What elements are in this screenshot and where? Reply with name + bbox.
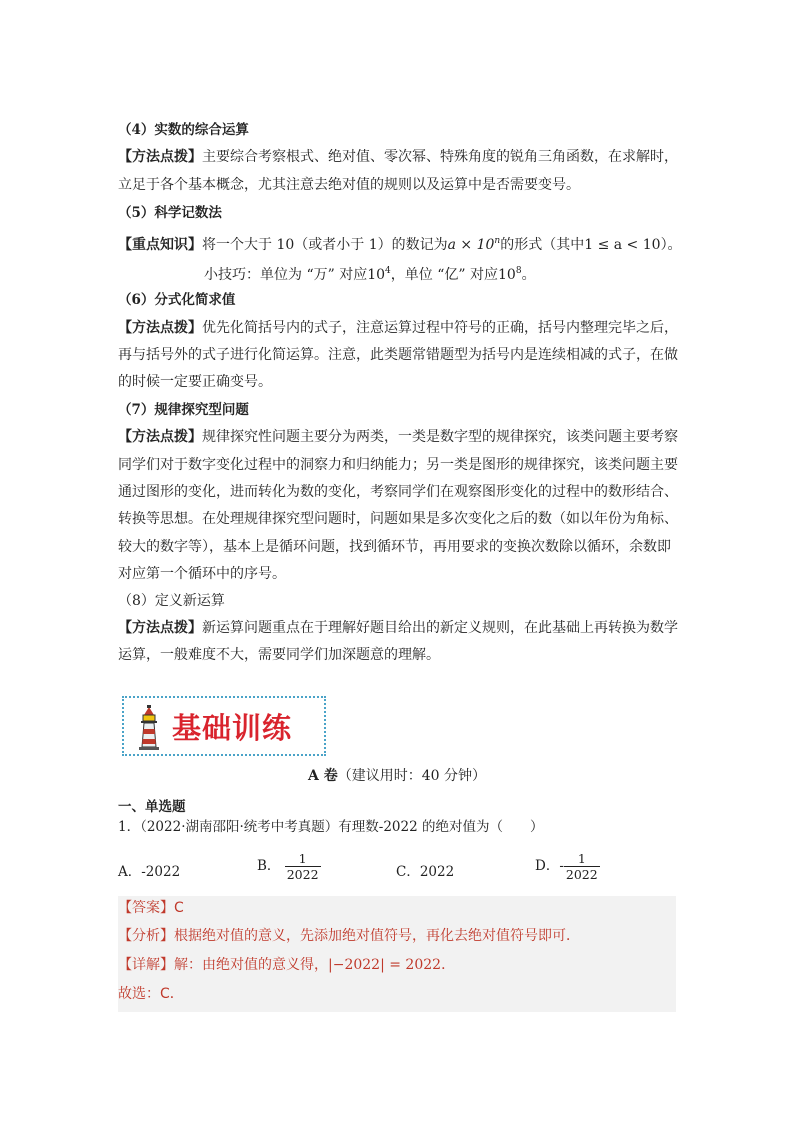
option-d-sign: -: [559, 858, 564, 874]
fraction-denominator: 2022: [565, 867, 598, 882]
method-tag: 【方法点拨】: [118, 320, 202, 336]
volume-note: （建议用时：40 分钟）: [337, 768, 486, 784]
tip-power-wan: 10: [367, 267, 386, 283]
option-b-fraction: [285, 851, 321, 882]
answer-line: 【答案】C: [118, 900, 184, 916]
option-c: [396, 860, 454, 880]
section8-text1: 新运算问题重点在于理解好题目给出的新定义规则，在此基础上再转换为数学: [202, 620, 678, 636]
method-tag: 【方法点拨】: [118, 620, 202, 636]
key-knowledge-tag: 【重点知识】: [118, 237, 202, 253]
part-heading: 一、单选题: [118, 799, 186, 815]
section7-line5: 较大的数字等），基本上是循环问题，找到循环节，再用要求的变换次数除以循环，余数即: [118, 539, 671, 555]
section6-heading: （6）分式化简求值: [118, 292, 236, 308]
option-d-label: D．: [535, 858, 560, 874]
option-a: [118, 860, 180, 880]
tip-power-wan-exp: 4: [385, 266, 391, 276]
volume-label: A 卷: [307, 768, 338, 784]
method-tag: 【方法点拨】: [118, 149, 202, 165]
fraction-numerator: 1: [298, 851, 307, 866]
section4-text1: 主要综合考察根式、绝对值、零次幂、特殊角度的锐角三角函数，在求解时，: [202, 149, 678, 165]
section5-heading: （5）科学记数法: [118, 205, 222, 221]
option-b: [257, 851, 321, 882]
tip-power-yi-exp: 8: [515, 266, 522, 276]
option-a-label: A．: [118, 864, 142, 880]
section6-text1: 优先化简括号内的式子，注意运算过程中符号的正确，括号内整理完毕之后，: [202, 320, 678, 336]
section-banner: [122, 696, 326, 756]
detail-line: [118, 955, 455, 975]
section7-heading: （7）规律探究型问题: [118, 402, 249, 418]
tip-text-c: ，单位 “亿” 对应: [390, 267, 498, 283]
option-d-fraction: [564, 851, 600, 882]
tip-power-yi: 10: [498, 267, 516, 283]
section4-paragraph-line2: 立足于各个基本概念，尤其注意去绝对值的规则以及运算中是否需要变号。: [118, 177, 580, 193]
section5-text-b: 的形式（其中: [500, 237, 585, 253]
section5-text-c: ）。: [660, 237, 682, 253]
section7-line1: [118, 427, 678, 447]
detail-suffix: ．: [441, 957, 456, 973]
volume-title: [0, 765, 794, 785]
option-b-label: B．: [257, 858, 281, 874]
detail-math: |−2022| = 2022: [328, 957, 442, 973]
detail-prefix: 【详解】解：由绝对值的意义得，: [118, 957, 328, 973]
fraction-numerator: 1: [577, 851, 586, 866]
section7-line3: 通过图形的变化，进而转化为数的变化，考察同学们在观察图形变化的过程中的数形结合、: [118, 484, 678, 500]
section4-paragraph-line1: [118, 147, 678, 167]
section5-tip: [204, 261, 536, 285]
section7-line6: 对应第一个循环中的序号。: [118, 566, 286, 582]
section8-line2: 运算，一般难度不大，需要同学们加深题意的理解。: [118, 647, 440, 663]
analysis-line: 【分析】根据绝对值的意义，先添加绝对值符号，再化去绝对值符号即可．: [118, 928, 580, 944]
question-stem: 1．（2022·湖南邵阳·统考中考真题）有理数-2022 的绝对值为（ ）: [118, 819, 544, 835]
section8-line1: [118, 618, 678, 638]
banner-title: 基础训练: [172, 711, 293, 745]
option-a-value: -2022: [141, 864, 181, 880]
option-c-label: C．: [396, 864, 420, 880]
option-d: [535, 851, 600, 882]
section5-text-a: 将一个大于 10（或者小于 1）的数记为: [202, 237, 448, 253]
section6-line2: 再与括号外的式子进行化简运算。注意，此类题常错题型为括号内是连续相减的式子，在做: [118, 347, 678, 363]
choice-line: 故选：C．: [118, 986, 184, 1002]
formula-range: 1 ≤ a < 10: [584, 237, 661, 253]
method-tag: 【方法点拨】: [118, 429, 202, 445]
tip-text-e: 。: [521, 267, 536, 283]
section8-heading: （8）定义新运算: [118, 593, 225, 609]
section7-line2: 同学们对于数字变化过程中的洞察力和归纳能力；另一类是图形的规律探究，该类问题主要: [118, 457, 678, 473]
fraction-denominator: 2022: [286, 867, 319, 882]
formula-exponent: n: [494, 236, 501, 246]
tip-text-a: 小技巧：单位为 “万” 对应: [204, 267, 368, 283]
answer-box: [118, 896, 676, 1012]
option-c-value: 2022: [419, 864, 455, 880]
section6-line1: [118, 318, 678, 338]
section6-line3: 的时候一定要正确变号。: [118, 374, 272, 390]
section4-heading: （4）实数的综合运算: [118, 122, 249, 138]
section7-line4: 转换等思想。在处理规律探究型问题时，问题如果是多次变化之后的数（如以年份为角标、: [118, 511, 678, 527]
section7-text1: 规律探究性问题主要分为两类，一类是数字型的规律探究，该类问题主要考察: [202, 429, 678, 445]
formula-base: a × 10: [447, 237, 495, 253]
section5-paragraph: [118, 231, 682, 255]
lighthouse-icon: [136, 703, 162, 751]
